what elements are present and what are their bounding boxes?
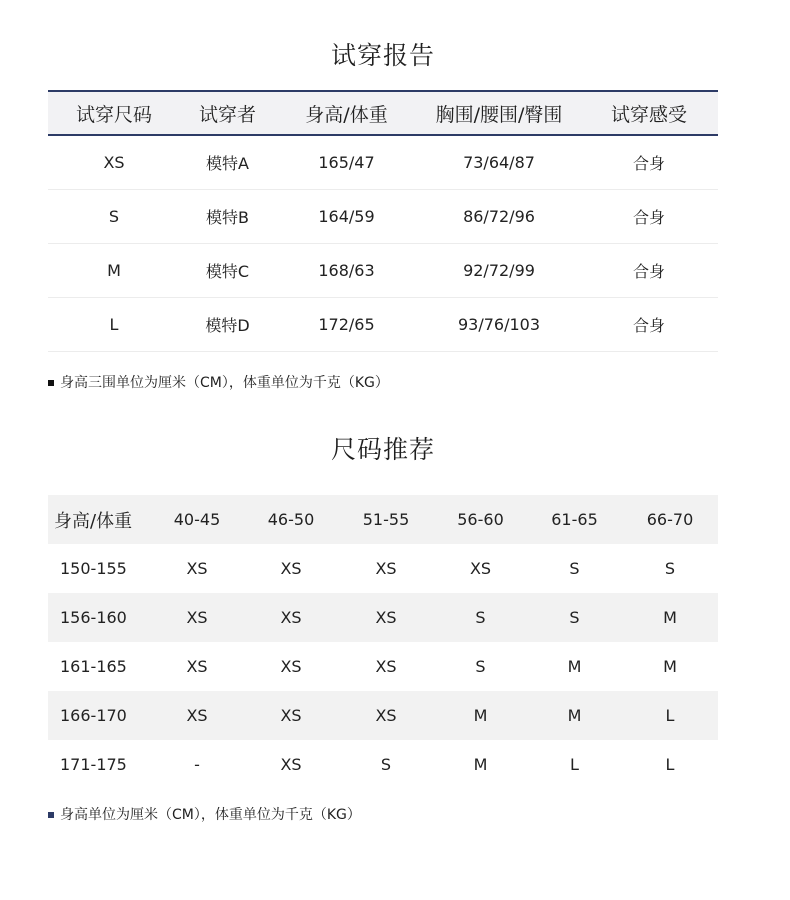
size-recommendation-table bbox=[48, 495, 718, 789]
size-cell: L bbox=[665, 755, 675, 774]
cell-tester: 模特D bbox=[180, 298, 275, 352]
bullet-square-icon bbox=[48, 380, 54, 386]
cell-measurements: 92/72/99 bbox=[418, 244, 580, 298]
size-cell: S bbox=[434, 593, 527, 642]
header-weight-range: 40-45 bbox=[150, 495, 244, 544]
table-row bbox=[48, 135, 718, 190]
cell-tester: 模特C bbox=[180, 244, 275, 298]
cell-height-weight: 165/47 bbox=[275, 135, 418, 190]
fit-report-header-row bbox=[48, 91, 718, 135]
header-weight-range: 66-70 bbox=[622, 495, 718, 544]
cell-tester: 模特B bbox=[180, 190, 275, 244]
size-cell: - bbox=[194, 755, 200, 774]
reco-header-row bbox=[48, 495, 718, 544]
size-cell: XS bbox=[280, 559, 302, 578]
fit-report-table bbox=[48, 90, 718, 352]
header-tester: 试穿者 bbox=[180, 91, 275, 135]
size-cell: XS bbox=[150, 691, 244, 740]
cell-feeling: 合身 bbox=[580, 298, 718, 352]
table-row bbox=[48, 593, 718, 642]
cell-feeling: 合身 bbox=[580, 190, 718, 244]
size-cell: XS bbox=[244, 691, 338, 740]
size-recommendation-note-text: 身高单位为厘米（CM），体重单位为千克（KG） bbox=[60, 807, 361, 823]
table-row bbox=[48, 544, 718, 593]
size-cell: S bbox=[527, 593, 622, 642]
cell-size: L bbox=[48, 298, 180, 352]
row-height-range: 156-160 bbox=[48, 593, 150, 642]
header-measurements: 胸围/腰围/臀围 bbox=[418, 91, 580, 135]
size-cell: M bbox=[622, 593, 718, 642]
cell-tester: 模特A bbox=[180, 135, 275, 190]
fit-report-note bbox=[48, 374, 389, 392]
fit-report-title: 试穿报告 bbox=[330, 41, 435, 70]
size-cell: XS bbox=[375, 657, 397, 676]
header-height-weight: 身高/体重 bbox=[275, 91, 418, 135]
size-cell: XS bbox=[375, 559, 397, 578]
cell-feeling: 合身 bbox=[580, 135, 718, 190]
size-cell: XS bbox=[186, 657, 208, 676]
header-weight-range: 61-65 bbox=[527, 495, 622, 544]
cell-feeling: 合身 bbox=[580, 244, 718, 298]
cell-measurements: 86/72/96 bbox=[418, 190, 580, 244]
size-cell: M bbox=[434, 691, 527, 740]
table-row bbox=[48, 190, 718, 244]
header-size: 试穿尺码 bbox=[48, 91, 180, 135]
size-cell: XS bbox=[280, 657, 302, 676]
size-cell: S bbox=[475, 657, 486, 676]
header-weight-range: 51-55 bbox=[338, 495, 434, 544]
size-recommendation-title: 尺码推荐 bbox=[330, 435, 435, 464]
size-cell: M bbox=[663, 657, 677, 676]
size-cell: XS bbox=[186, 559, 208, 578]
row-height-range: 171-175 bbox=[60, 755, 127, 774]
cell-height-weight: 172/65 bbox=[275, 298, 418, 352]
fit-report-note-text: 身高三围单位为厘米（CM），体重单位为千克（KG） bbox=[60, 375, 389, 391]
size-cell: M bbox=[567, 657, 582, 676]
table-row bbox=[48, 298, 718, 352]
size-cell: XS bbox=[150, 593, 244, 642]
cell-size: S bbox=[48, 190, 180, 244]
cell-measurements: 93/76/103 bbox=[418, 298, 580, 352]
table-row bbox=[48, 691, 718, 740]
header-weight-range: 56-60 bbox=[434, 495, 527, 544]
size-cell: S bbox=[380, 755, 392, 774]
row-height-range: 161-165 bbox=[60, 657, 127, 676]
cell-size: M bbox=[48, 244, 180, 298]
header-weight-range: 46-50 bbox=[244, 495, 338, 544]
header-height-weight: 身高/体重 bbox=[48, 495, 150, 544]
size-cell: S bbox=[569, 559, 580, 578]
size-cell: M bbox=[473, 755, 488, 774]
table-row bbox=[48, 244, 718, 298]
table-row bbox=[48, 740, 718, 789]
size-cell: XS bbox=[338, 691, 434, 740]
cell-measurements: 73/64/87 bbox=[418, 135, 580, 190]
row-height-range: 150-155 bbox=[60, 559, 127, 578]
bullet-square-icon bbox=[48, 812, 54, 818]
table-row bbox=[48, 642, 718, 691]
size-cell: L bbox=[570, 755, 579, 774]
size-cell: XS bbox=[469, 559, 492, 578]
size-cell: XS bbox=[244, 593, 338, 642]
size-cell: S bbox=[664, 559, 676, 578]
header-feeling: 试穿感受 bbox=[580, 91, 718, 135]
cell-size: XS bbox=[48, 135, 180, 190]
cell-height-weight: 168/63 bbox=[275, 244, 418, 298]
cell-height-weight: 164/59 bbox=[275, 190, 418, 244]
row-height-range: 166-170 bbox=[48, 691, 150, 740]
size-cell: XS bbox=[280, 755, 302, 774]
size-recommendation-note bbox=[48, 806, 361, 824]
size-cell: L bbox=[622, 691, 718, 740]
size-cell: M bbox=[527, 691, 622, 740]
size-cell: XS bbox=[338, 593, 434, 642]
